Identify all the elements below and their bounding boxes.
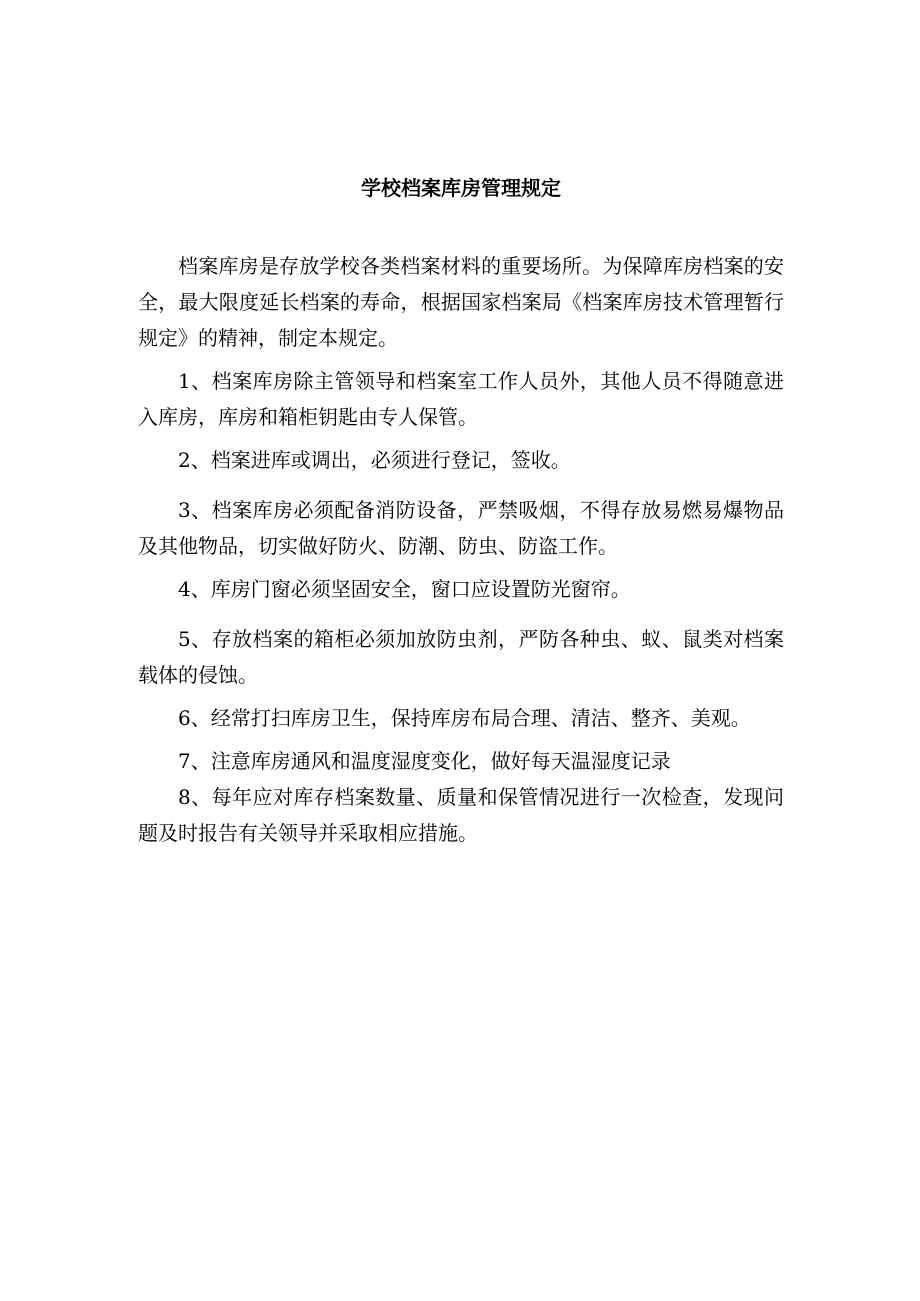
document-title: 学校档案库房管理规定	[361, 176, 561, 200]
paragraph-rule-5: 5、存放档案的箱柜必须加放防虫剂，严防各种虫、蚁、鼠类对档案载体的侵蚀。	[138, 627, 784, 687]
paragraph-rule-7: 7、注意库房通风和温度湿度变化，做好每天温湿度记录	[178, 749, 671, 773]
paragraph-rule-8: 8、每年应对库存档案数量、质量和保管情况进行一次检查，发现问题及时报告有关领导并采取相应措施。	[138, 785, 784, 845]
document-page	[138, 170, 784, 851]
paragraph-rule-1: 1、档案库房除主管领导和档案室工作人员外，其他人员不得随意进入库房，库房和箱柜钥匙由专人保管。	[138, 369, 784, 429]
paragraph-rule-4: 4、库房门窗必须坚固安全，窗口应设置防光窗帘。	[178, 577, 631, 601]
paragraph-rule-6: 6、经常打扫库房卫生，保持库房布局合理、清洁、整齐、美观。	[178, 706, 751, 730]
paragraph-intro: 档案库房是存放学校各类档案材料的重要场所。为保障库房档案的安全，最大限度延长档案的寿命，根据国家档案局《档案库房技术管理暂行规定》的精神，制定本规定。	[138, 254, 784, 350]
paragraph-rule-2: 2、档案进库或调出，必须进行登记，签收。	[178, 448, 571, 472]
paragraph-rule-3: 3、档案库房必须配备消防设备，严禁吸烟，不得存放易燃易爆物品及其他物品，切实做好防火、防潮、防虫、防盗工作。	[138, 498, 784, 558]
